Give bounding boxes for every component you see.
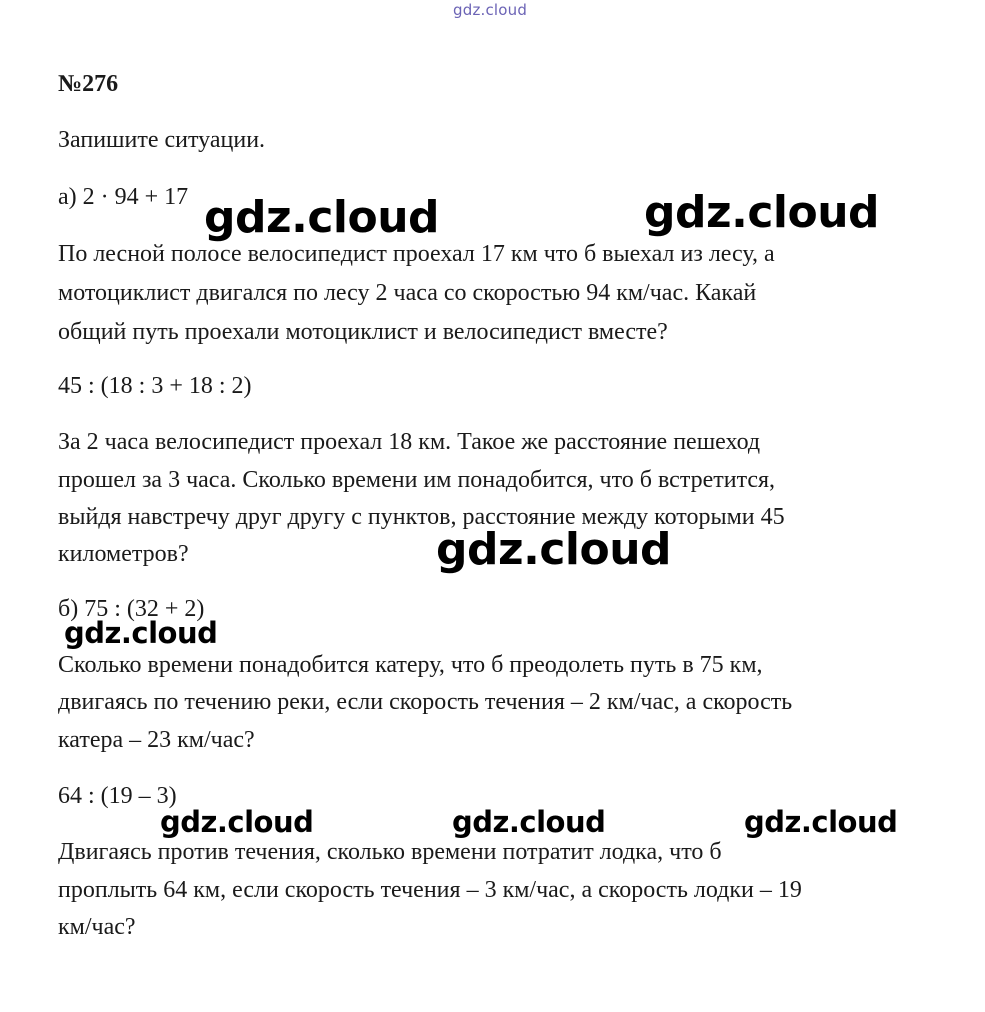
expression-a1: а) 2 · 94 + 17 [58,184,189,210]
text-line: Сколько времени понадобится катеру, что б преодолеть путь в 75 км, [58,652,763,678]
watermark: gdz.cloud [204,192,440,243]
task-instruction: Запишите ситуации. [58,127,266,153]
text-line: катера – 23 км/час? [58,727,255,753]
text-line: двигаясь по течению реки, если скорость течения – 2 км/час, а скорость [58,689,793,715]
text-line: За 2 часа велосипедист проехал 18 км. Такое же расстояние пешеход [58,429,761,455]
text-line: По лесной полосе велосипедист проехал 17 км что б выехал из лесу, а [58,241,775,267]
text-line: Двигаясь против течения, сколько времени потратит лодка, что б [58,839,722,865]
text-line: километров? [58,541,189,567]
text-line: выйдя навстречу друг другу с пунктов, расстояние между которыми 45 [58,504,785,530]
text-line: прошел за 3 часа. Сколько времени им понадобится, что б встретится, [58,467,776,493]
expression-a2: 45 : (18 : 3 + 18 : 2) [58,373,252,399]
watermark: gdz.cloud [64,616,218,650]
watermark: gdz.cloud [644,187,880,238]
task-number: №276 [58,71,119,97]
site-watermark-top: gdz.cloud [453,1,528,19]
text-line: км/час? [58,914,136,940]
watermark: gdz.cloud [452,805,606,839]
watermark: gdz.cloud [744,805,898,839]
watermark: gdz.cloud [436,524,672,575]
expression-b2: 64 : (19 – 3) [58,783,177,809]
expression-b1: б) 75 : (32 + 2) [58,596,205,622]
text-line: мотоциклист двигался по лесу 2 часа со скоростью 94 км/час. Какай [58,280,757,306]
watermark: gdz.cloud [160,805,314,839]
text-line: проплыть 64 км, если скорость течения – 3 км/час, а скорость лодки – 19 [58,877,802,903]
text-line: общий путь проехали мотоциклист и велосипедист вместе? [58,319,668,345]
